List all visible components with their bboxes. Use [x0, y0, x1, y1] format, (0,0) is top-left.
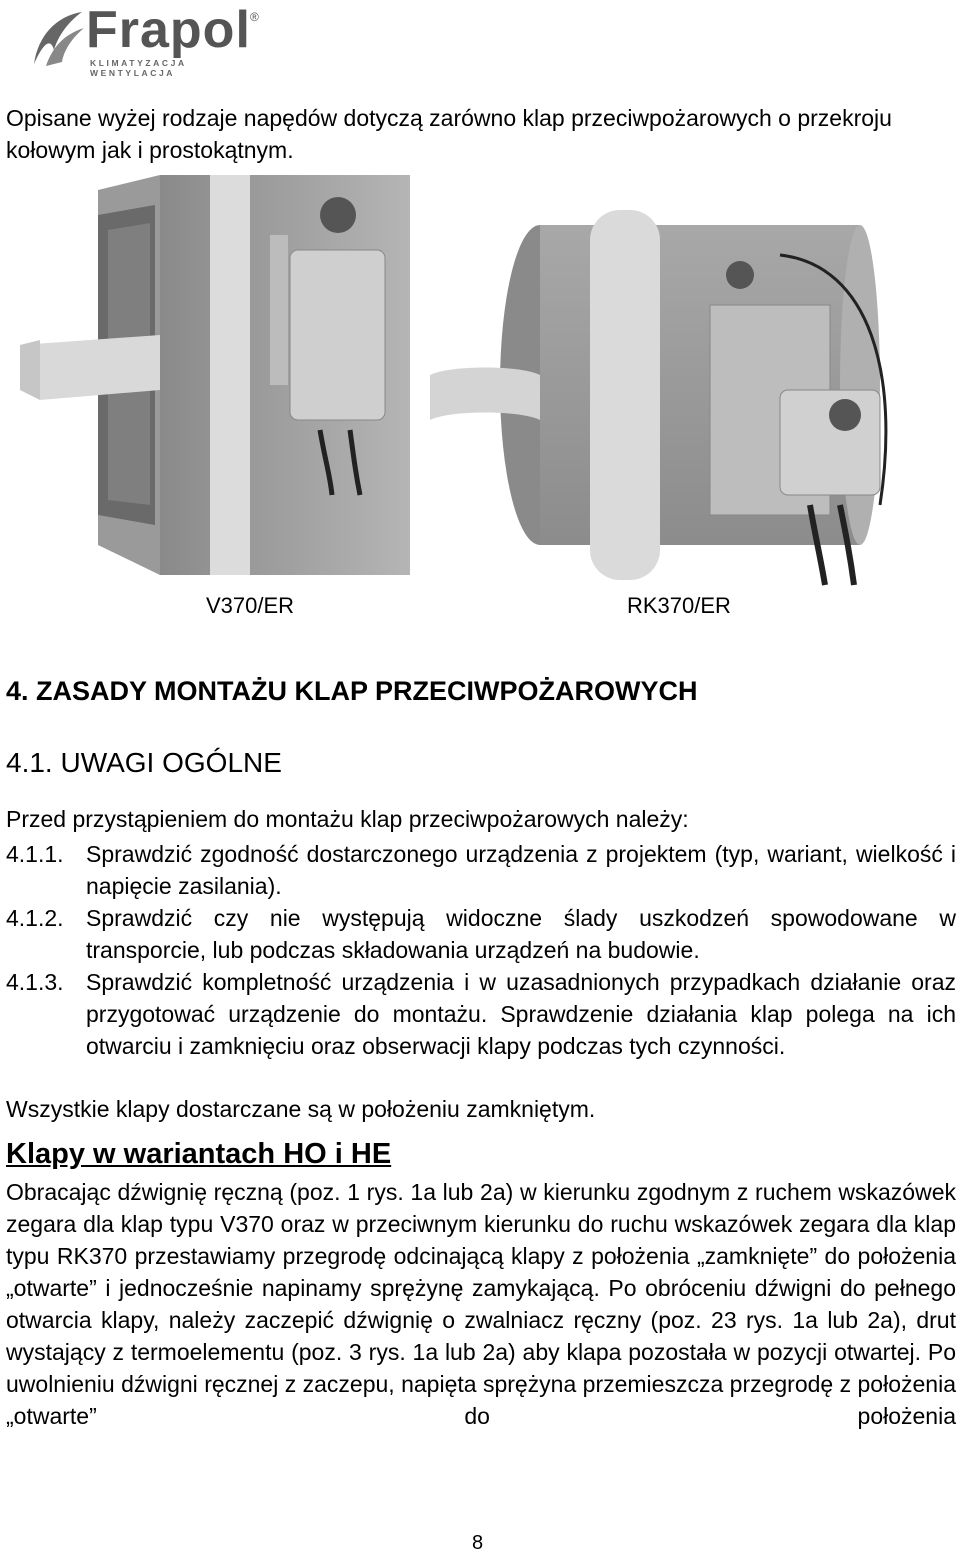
page-number: 8	[472, 1532, 484, 1554]
list-item	[6, 902, 956, 966]
item-number: 4.1.2.	[6, 905, 64, 931]
intro-paragraph: Opisane wyżej rodzaje napędów dotyczą zarówno klap przeciwpożarowych o przekroju kołowym jak i prostokątnym.	[6, 105, 892, 163]
item-text: Sprawdzić zgodność dostarczonego urządzenia z projektem (typ, wariant, wielkość i napięcie zasilania).	[86, 841, 956, 899]
frapol-logo	[28, 1, 268, 78]
item-number: 4.1.1.	[6, 841, 64, 867]
brand-name: Frapol	[86, 1, 251, 59]
round-damper	[430, 210, 886, 585]
frapol-swirl-icon	[28, 6, 88, 70]
variants-heading: Klapy w wariantach HO i HE	[6, 1138, 392, 1170]
item-text: Sprawdzić czy nie występują widoczne ślady uszkodzeń spowodowane w transporcie, lub podczas składowania urządzeń na budowie.	[86, 905, 956, 963]
subsection-title: 4.1. UWAGI OGÓLNE	[6, 747, 282, 778]
damper-photos	[20, 175, 940, 595]
item-text: Sprawdzić kompletność urządzenia i w uzasadnionych przypadkach działanie oraz przygotować urządzenie do montażu. Sprawdzenie działania klap polega na ich otwarciu i zamknięciu oraz obserwacji klapy podczas tych czynności.	[86, 969, 956, 1059]
closing-text: Wszystkie klapy dostarczane są w położeniu zamkniętym.	[6, 1096, 596, 1122]
caption-right: RK370/ER	[627, 593, 731, 618]
lead-text: Przed przystąpieniem do montażu klap przeciwpożarowych należy:	[6, 806, 689, 832]
rectangular-damper	[20, 175, 410, 575]
item-number: 4.1.3.	[6, 969, 64, 995]
caption-left: V370/ER	[206, 593, 295, 618]
list-item	[6, 838, 956, 902]
brand-subtitle: KLIMATYZACJA WENTYLACJA	[90, 58, 187, 78]
section-title: 4. ZASADY MONTAŻU KLAP PRZECIWPOŻAROWYCH	[6, 676, 698, 706]
registered-mark: ®	[250, 10, 259, 24]
variants-body: Obracając dźwignię ręczną (poz. 1 rys. 1a lub 2a) w kierunku zgodnym z ruchem wskazówek zegara dla klap typu V370 oraz w przeciwnym kierunku do ruchu wskazówek zegara dla klap typu RK370 przestawiamy przegrodę odcinającą klapy z położenia „zamknięte” do położenia „otwarte” i jednocześnie napinamy sprężynę zamykającą. Po obróceniu dźwigni do pełnego otwarcia klapy, należy zaczepić dźwignię o zwalniacz ręczny (poz. 23 rys. 1a lub 2a), drut wystający z termoelementu (poz. 3 rys. 1a lub 2a) aby klapa pozostała w pozycji otwartej. Po uwolnieniu dźwigni ręcznej z zaczepu, napięta sprężyna przemieszcza przegrodę z położenia „otwarte” do położenia	[6, 1179, 956, 1429]
damper-illustration	[20, 175, 940, 595]
list-item	[6, 966, 956, 1062]
